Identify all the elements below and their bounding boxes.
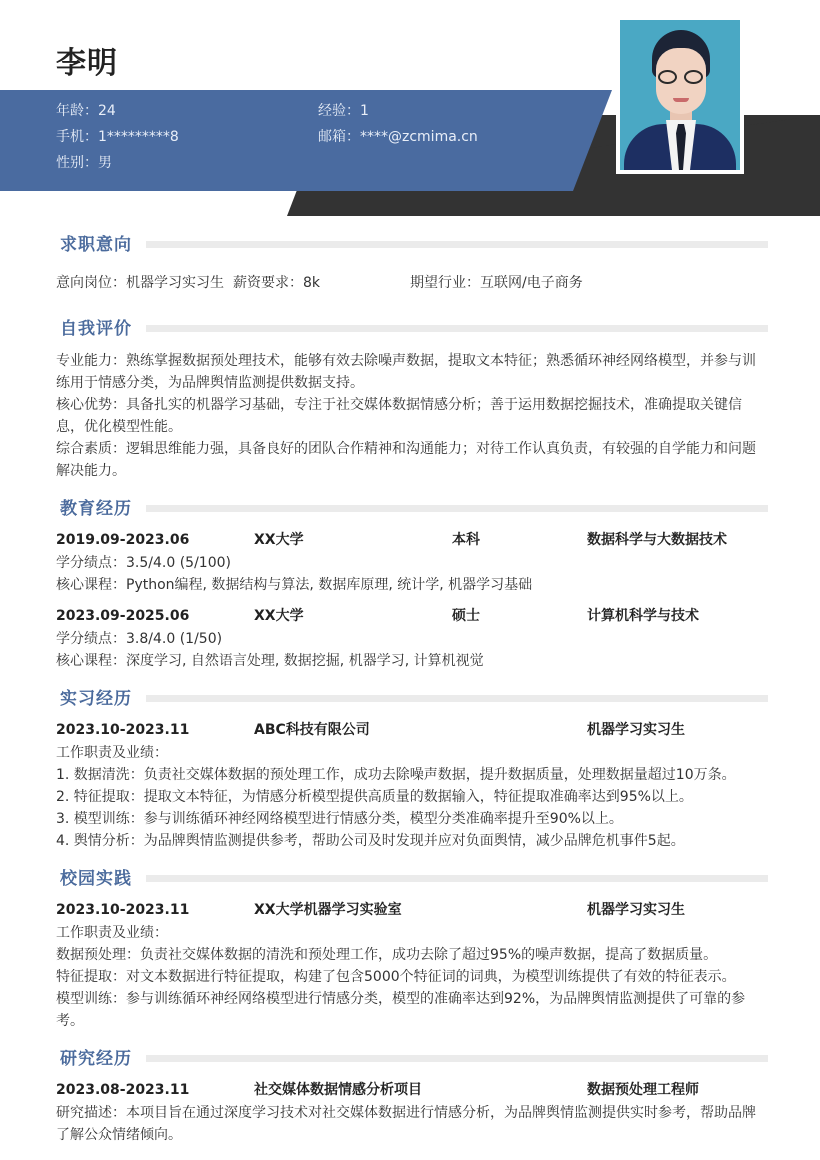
- internship-line: 2. 特征提取：提取文本特征，为情感分析模型提供高质量的数据输入，特征提取准确率达到95%以上。: [56, 789, 693, 805]
- age-field: 年龄：24: [56, 103, 116, 119]
- basic-info: [56, 100, 556, 178]
- campus-line: 工作职责及业绩：: [56, 925, 168, 941]
- edu-date: 2023.09-2025.06: [56, 608, 190, 624]
- research-role: 数据预处理工程师: [587, 1082, 699, 1098]
- internship-line: 1. 数据清洗：负责社交媒体数据的预处理工作，成功去除噪声数据，提升数据质量，处理数据量超过10万条。: [56, 767, 736, 783]
- education-item: [56, 528, 764, 596]
- section-title: 校园实践: [60, 869, 132, 889]
- campus-line: 数据预处理：负责社交媒体数据的清洗和预处理工作，成功去除了超过95%的噪声数据，提高了数据质量。: [56, 947, 718, 963]
- section-divider: [146, 1055, 768, 1062]
- section-job-intent: [56, 232, 764, 294]
- salary-expectation: 薪资要求：8k: [233, 275, 321, 291]
- gender-field: 性别：男: [56, 155, 112, 171]
- research-date: 2023.08-2023.11: [56, 1082, 190, 1098]
- edu-major: 数据科学与大数据技术: [587, 532, 727, 548]
- edu-degree: 本科: [452, 532, 480, 548]
- self-eval-line: 专业能力：熟练掌握数据预处理技术，能够有效去除噪声数据，提取文本特征；熟悉循环神经网络模型，并参与训练用于情感分类，为品牌舆情监测提供数据支持。: [56, 353, 756, 391]
- edu-degree: 硕士: [452, 608, 480, 624]
- campus-role: 机器学习实习生: [587, 902, 685, 918]
- edu-school: XX大学: [254, 532, 304, 548]
- section-divider: [146, 875, 768, 882]
- campus-line: 特征提取：对文本数据进行特征提取，构建了包含5000个特征词的词典，为模型训练提供了有效的特征表示。: [56, 969, 736, 985]
- section-title: 研究经历: [60, 1049, 132, 1069]
- section-divider: [146, 241, 768, 248]
- edu-courses: 核心课程：深度学习, 自然语言处理, 数据挖掘, 机器学习, 计算机视觉: [56, 653, 484, 669]
- internship-role: 机器学习实习生: [587, 722, 685, 738]
- resume-header: [0, 0, 820, 222]
- candidate-name: 李明: [56, 46, 118, 81]
- section-title: 自我评价: [60, 319, 132, 339]
- section-internship: [56, 686, 764, 852]
- section-divider: [146, 505, 768, 512]
- section-divider: [146, 695, 768, 702]
- section-education: [56, 496, 764, 672]
- edu-date: 2019.09-2023.06: [56, 532, 190, 548]
- edu-gpa: 学分绩点：3.8/4.0 (1/50): [56, 631, 223, 647]
- internship-line: 工作职责及业绩：: [56, 745, 168, 761]
- edu-gpa: 学分绩点：3.5/4.0 (5/100): [56, 555, 231, 571]
- section-research: [56, 1046, 764, 1146]
- research-project: 社交媒体数据情感分析项目: [254, 1082, 422, 1098]
- internship-line: 3. 模型训练：参与训练循环神经网络模型进行情感分类，模型分类准确率提升至90%以上。: [56, 811, 623, 827]
- phone-field: 手机：1*********8: [56, 129, 179, 145]
- experience-field: 经验：1: [318, 103, 369, 119]
- edu-courses: 核心课程：Python编程, 数据结构与算法, 数据库原理, 统计学, 机器学习基础: [56, 577, 533, 593]
- campus-line: 模型训练：参与训练循环神经网络模型进行情感分类，模型的准确率达到92%，为品牌舆情监测提供了可靠的参考。: [56, 991, 746, 1029]
- internship-line: 4. 舆情分析：为品牌舆情监测提供参考，帮助公司及时发现并应对负面舆情，减少品牌危机事件5起。: [56, 833, 685, 849]
- campus-date: 2023.10-2023.11: [56, 902, 190, 918]
- edu-major: 计算机科学与技术: [587, 608, 699, 624]
- section-campus-practice: [56, 866, 764, 1032]
- intended-position: 意向岗位：机器学习实习生: [56, 275, 224, 291]
- section-divider: [146, 325, 768, 332]
- self-eval-line: 核心优势：具备扎实的机器学习基础，专注于社交媒体数据情感分析；善于运用数据挖掘技术，准确提取关键信息，优化模型性能。: [56, 397, 742, 435]
- section-title: 实习经历: [60, 689, 132, 709]
- edu-school: XX大学: [254, 608, 304, 624]
- portrait-image: [620, 20, 740, 170]
- email-field: 邮箱：****@zcmima.cn: [318, 129, 478, 145]
- education-item: [56, 604, 764, 672]
- resume-body: [56, 232, 764, 1146]
- profile-photo: [616, 16, 744, 174]
- self-eval-line: 综合素质：逻辑思维能力强，具备良好的团队合作精神和沟通能力；对待工作认真负责，有较强的自学能力和问题解决能力。: [56, 441, 756, 479]
- internship-date: 2023.10-2023.11: [56, 722, 190, 738]
- section-title: 求职意向: [60, 235, 132, 255]
- internship-company: ABC科技有限公司: [254, 722, 370, 738]
- section-title: 教育经历: [60, 499, 132, 519]
- campus-org: XX大学机器学习实验室: [254, 902, 402, 918]
- section-self-evaluation: [56, 316, 764, 482]
- expected-industry: 期望行业：互联网/电子商务: [410, 275, 583, 291]
- research-description: 研究描述：本项目旨在通过深度学习技术对社交媒体数据进行情感分析，为品牌舆情监测提供实时参考，帮助品牌了解公众情绪倾向。: [56, 1105, 756, 1143]
